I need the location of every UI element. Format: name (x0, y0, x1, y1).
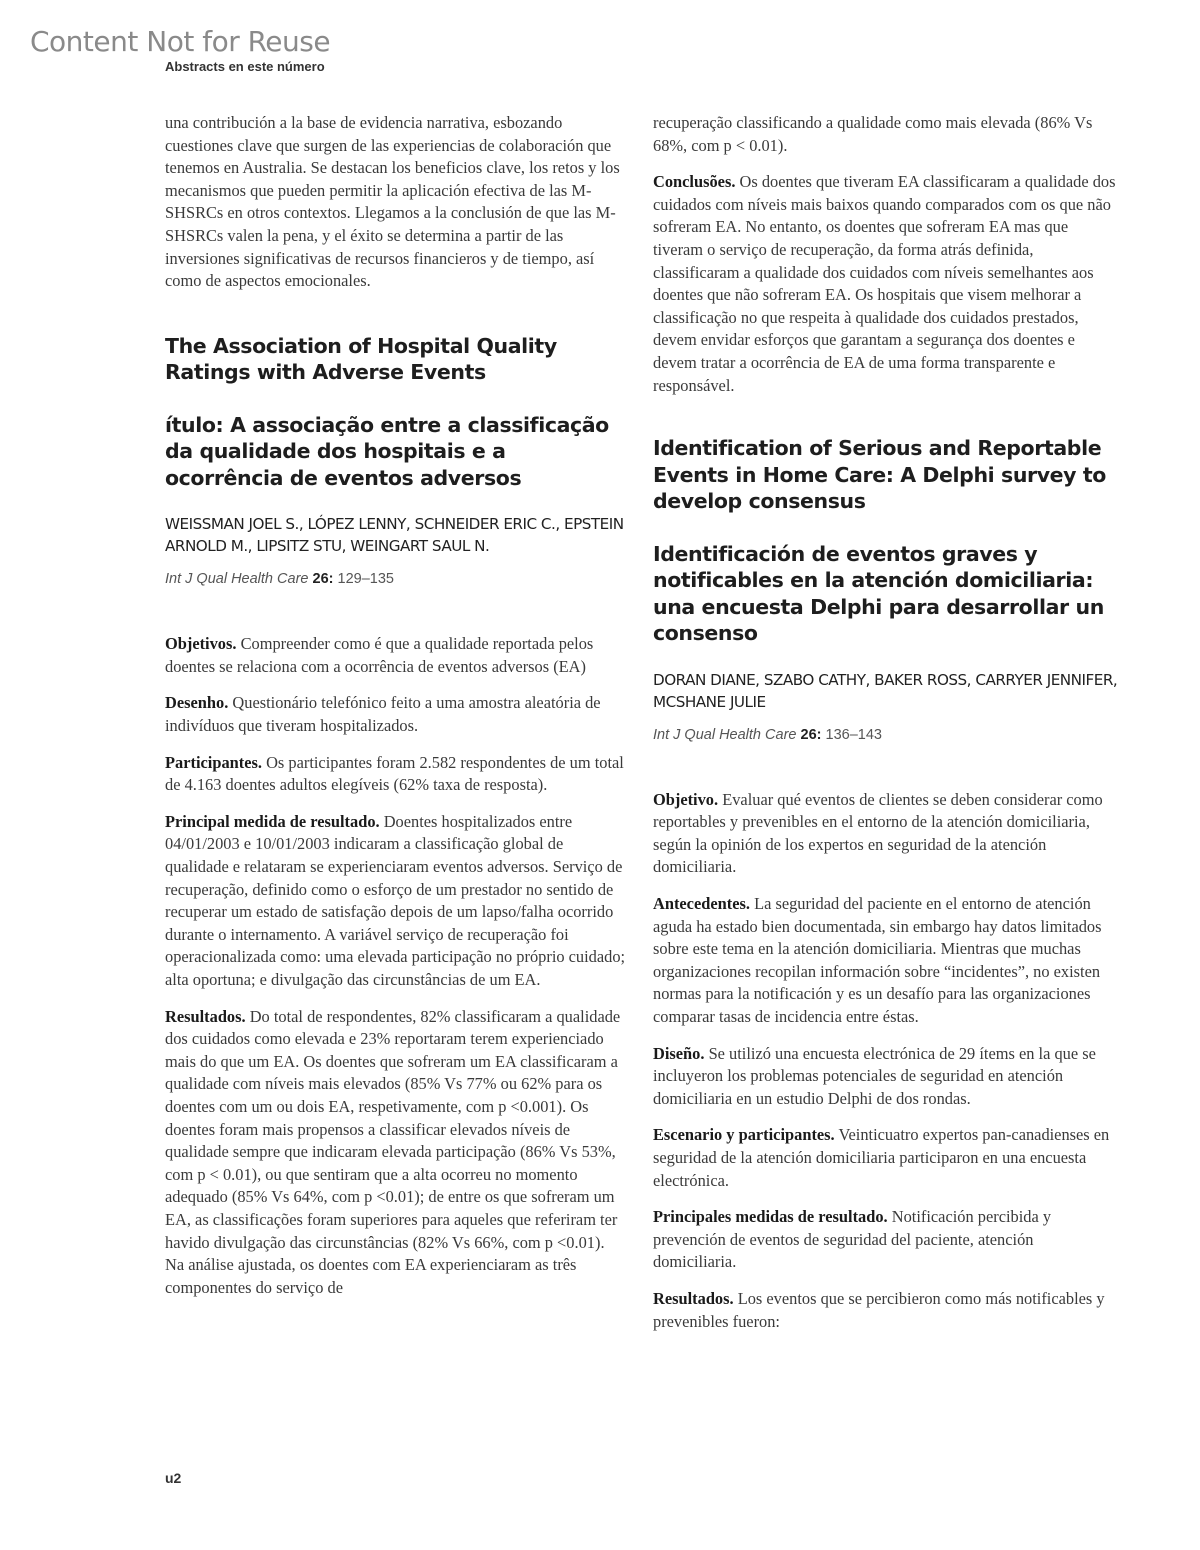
abstract-antecedentes (653, 893, 1119, 1029)
abstract-resultados (653, 1288, 1119, 1333)
section-label: Resultados. (653, 1288, 734, 1308)
citation-volume: 26: (800, 726, 822, 743)
article-title-en: Identification of Serious and Reportable Events in Home Care: A Delphi survey to develop consensus (653, 436, 1106, 514)
citation-pages: 136–143 (825, 726, 882, 743)
page-number: u2 (165, 1470, 182, 1486)
section-text: Os doentes que tiveram EA classificaram a qualidade dos cuidados com níveis mais baixos quando comparados com os que não sofreram EA. No entanto, os doentes que sofreram EA mas que tiveram o serviço de recuperação, da forma atrás definida, classificaram a qualidade dos cuidados com níveis semelhantes aos doentes que não sofreram EA. Os hospitais que visem melhorar a classificação no que respeita à qualidade dos cuidados prestados, devem envidar esforços que garantam a segurança dos doentes e devem tratar a ocorrência de EA de uma forma transparente e responsável. (653, 172, 1116, 395)
abstract-desenho (165, 692, 627, 737)
abstract-principal-medida (165, 811, 627, 992)
abstract-medidas (653, 1206, 1119, 1274)
section-text: Notificación percibida y prevención de eventos de seguridad del paciente, atención domiciliaria. (653, 1207, 1052, 1272)
section-text: La seguridad del paciente en el entorno de atención aguda ha estado bien documentada, sin embargo hay datos limitados sobre este tema en la atención domiciliaria. Mientras que muchas organizaciones recopilan información sobre “incidentes”, no existen normas para la notificación y es un desafío para las organizaciones comparar tasas de incidencia entre éstas. (653, 894, 1102, 1026)
citation-pages: 129–135 (337, 571, 394, 588)
abstract-sections (165, 633, 627, 1299)
section-text: Do total de respondentes, 82% classificaram a qualidade dos cuidados como elevada e 23% reportaram terem experienciado mais do que um EA. Os doentes que sofreram um EA classificaram a qualidade com níveis mais elevados (85% Vs 77% ou 62% para os doentes com um ou dois EA, respetivamente, com p <0.001). Os doentes foram mais propensos a classificar elevados níveis de qualidade sempre que indicaram elevada participação (86% Vs 53%, com p < 0.01), ou que sentiram que a alta ocorreu no momento adequado (85% Vs 64%, com p <0.01); de entre os que sofreram um EA, as classificações foram superiores para aqueles que referiram ter havido divulgação das circunstâncias (82% Vs 66%, com p <0.01). Na análise ajustada, os doentes com EA experienciaram as três componentes do serviço de (165, 1006, 621, 1297)
section-text: Compreender como é que a qualidade reportada pelos doentes se relaciona com a ocorrência de eventos adversos (EA) (165, 634, 594, 676)
citation-volume: 26: (312, 571, 334, 588)
continuation-paragraph: recuperação classificando a qualidade como mais elevada (86% Vs 68%, com p < 0.01). (653, 113, 1093, 155)
abstract-objetivo (653, 789, 1119, 879)
citation (165, 571, 627, 587)
authors: WEISSMAN JOEL S., LÓPEZ LENNY, SCHNEIDER ERIC C., EPSTEIN ARNOLD M., LIPSITZ STU, WEINGART SAUL N. (165, 515, 624, 556)
section-text: Evaluar qué eventos de clientes se deben considerar como reportables y prevenibles en el entorno de la atención domiciliaria, según la opinión de los expertos en seguridad de la atención domiciliaria. (653, 789, 1103, 877)
section-label: Resultados. (165, 1006, 246, 1026)
section-label: Desenho. (165, 693, 229, 713)
section-label: Objetivos. (165, 634, 237, 654)
section-text: Los eventos que se percibieron como más notificables y prevenibles fueron: (653, 1288, 1105, 1331)
left-column (165, 112, 627, 1313)
abstract-conclusoes (653, 171, 1119, 397)
article-title-pt: ítulo: A associação entre a classificação da qualidade dos hospitais e a ocorrência de eventos adversos (165, 412, 609, 490)
section-label: Objetivo. (653, 789, 719, 809)
section-label: Escenario y participantes. (653, 1125, 835, 1145)
abstract-escenario (653, 1124, 1119, 1192)
article-title-es: Identificación de eventos graves y notificables en la atención domiciliaria: una encuesta Delphi para desarrollar un consenso (653, 541, 1104, 646)
right-column (653, 112, 1119, 1347)
section-label: Principales medidas de resultado. (653, 1207, 888, 1227)
citation (653, 727, 1119, 743)
intro-paragraph: una contribución a la base de evidencia narrativa, esbozando cuestiones clave que surgen de las experiencias de colaboración que tenemos en Australia. Se destacan los beneficios clave, los retos y los mecanismos que pueden permitir la aplicación efectiva de las M-SHSRCs en otros contextos. Llegamos a la conclusión de que las M-SHSRCs valen la pena, y el éxito se determina a partir de las inversiones significativas de recursos financieros y de tiempo, así como de aspectos emocionales. (165, 113, 620, 291)
section-text: Se utilizó una encuesta electrónica de 29 ítems en la que se incluyeron los problemas potenciales de seguridad en atención domiciliaria en un estudio Delphi de dos rondas. (653, 1043, 1096, 1108)
section-label: Conclusões. (653, 172, 736, 192)
citation-journal: Int J Qual Health Care (165, 571, 309, 588)
section-label: Diseño. (653, 1043, 705, 1063)
abstract-objetivos (165, 633, 627, 678)
abstract-sections (653, 789, 1119, 1333)
article-title-en: The Association of Hospital Quality Ratings with Adverse Events (165, 333, 557, 385)
abstract-diseno (653, 1043, 1119, 1111)
running-head: Abstracts en este número (165, 59, 325, 74)
section-label: Antecedentes. (653, 894, 750, 913)
section-text: Doentes hospitalizados entre 04/01/2003 e 10/01/2003 indicaram a classificação global de qualidade e relataram se experienciaram eventos adversos. Serviço de recuperação, definido como o esforço de um prestador no sentido de recuperar um estado de satisfação depois de um lapso/falha ocorrido durante o internamento. A variável serviço de recuperação foi operacionalizada como: uma elevada participação no próprio cuidado; alta oportuna; e divulgação das circunstâncias de um EA. (165, 811, 626, 989)
abstract-participantes (165, 752, 627, 797)
section-text: Os participantes foram 2.582 respondentes de um total de 4.163 doentes adultos elegíveis (62% taxa de resposta). (165, 752, 624, 795)
authors: DORAN DIANE, SZABO CATHY, BAKER ROSS, CARRYER JENNIFER, MCSHANE JULIE (653, 670, 1118, 711)
section-text: Questionário telefónico feito a uma amostra aleatória de indivíduos que tiveram hospitalizados. (165, 693, 601, 736)
abstract-resultados (165, 1006, 627, 1300)
citation-journal: Int J Qual Health Care (653, 726, 797, 743)
watermark: Content Not for Reuse (30, 25, 331, 58)
section-label: Participantes. (165, 752, 262, 772)
section-label: Principal medida de resultado. (165, 811, 380, 831)
section-text: Veinticuatro expertos pan-canadienses en seguridad de la atención domiciliaria participaron en una encuesta electrónica. (653, 1125, 1110, 1190)
